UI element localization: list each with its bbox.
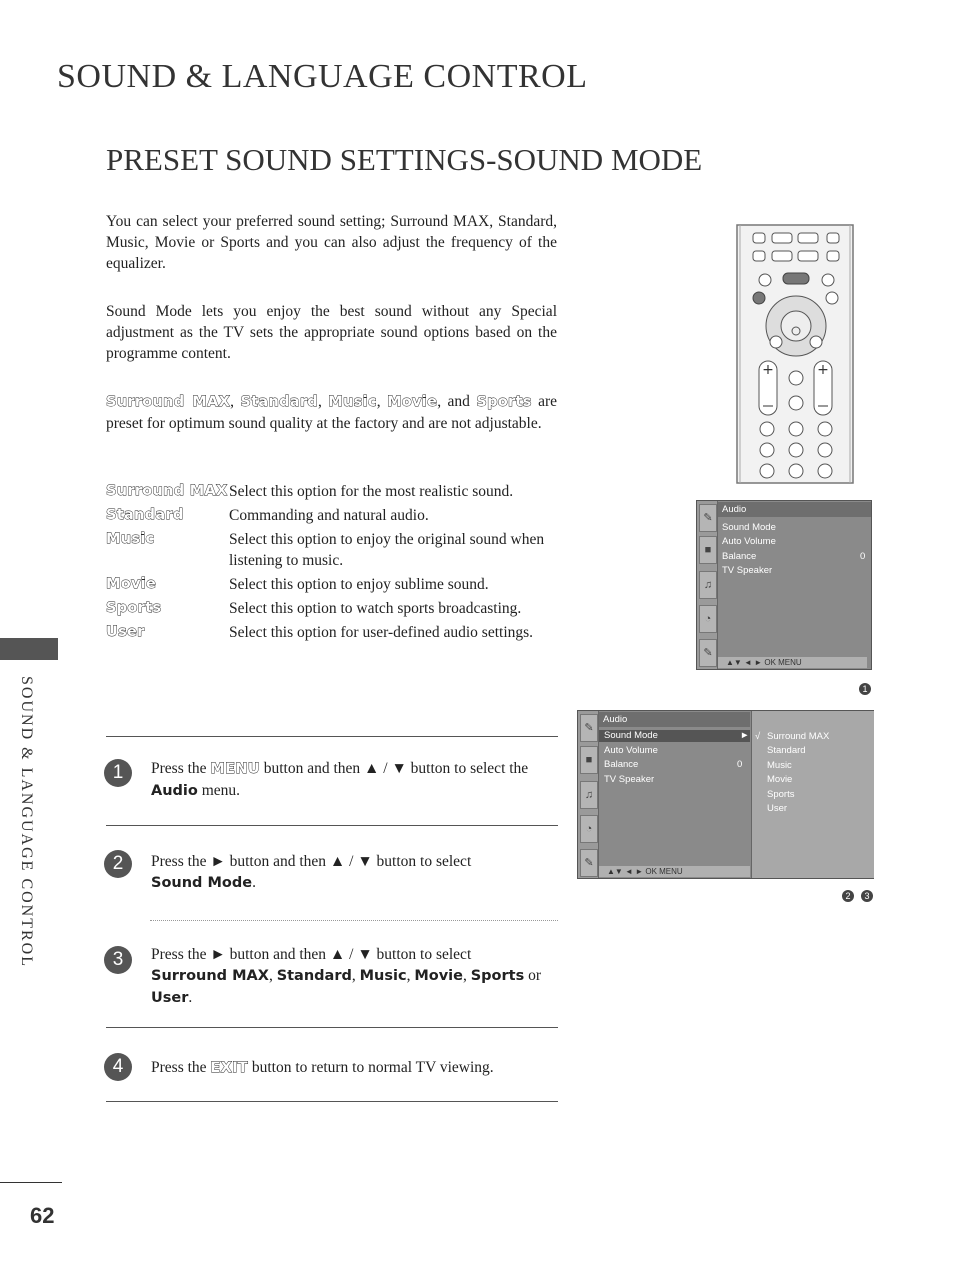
step-text-part: button to return to normal TV viewing. [251,1059,494,1076]
sound-mode-key: Sound Mode [151,875,253,891]
option-sports[interactable]: Sports [767,789,795,800]
menu-item-auto-volume[interactable]: Auto Volume [722,536,776,547]
term-sports: Sports [476,394,532,410]
step-badge-2: 2 [842,890,854,902]
term-standard: Standard [240,394,318,410]
menu-footer-hints: ▲▼ ◄ ► OK MENU [599,866,750,877]
clock-icon: ◔ [699,605,717,633]
section-title: SOUND & LANGUAGE CONTROL [57,58,588,95]
option-standard[interactable]: Standard [767,745,806,756]
option-key: Sports [470,968,525,984]
step-number-2: 2 [104,850,132,878]
option-key: Music [359,968,407,984]
menu-item-tv-speaker[interactable]: TV Speaker [604,774,655,785]
menu-header: Audio [718,502,871,517]
step-number-3: 3 [104,946,132,974]
page-number: 62 [30,1203,55,1228]
mode-term: Standard [106,507,184,523]
side-tab-marker [0,638,58,660]
mode-desc: Select this option for user-defined audio settings. [229,624,534,641]
page-title: PRESET SOUND SETTINGS-SOUND MODE [106,142,703,177]
step-text-part: button and then ▲ / ▼ button to select the [263,760,529,777]
step-text-part: menu. [201,782,241,799]
mode-desc: Commanding and natural audio. [229,507,429,524]
exit-key: EXIT [210,1060,248,1076]
menu-icon-column [697,501,718,669]
divider [106,1027,558,1028]
step-badge-1: 1 [859,683,871,695]
svg-text:+: + [817,362,829,378]
and-word: and [447,393,470,410]
mode-desc: Select this option to enjoy the original sound when listening to music. [229,531,545,569]
option-key: Standard [276,968,352,984]
menu-item-balance[interactable]: Balance [722,551,757,562]
step-text-part: Press the ► button and then ▲ / ▼ button to select [151,946,472,963]
step-text-3: Press the ► button and then ▲ / ▼ button to select Surround MAX, Standard, Music, Movie, Sports or User. [151,946,542,1006]
step-text-2 [151,851,551,894]
mode-term: Surround MAX [106,483,228,499]
term-music: Music [328,394,377,410]
mode-term: Sports [106,600,162,616]
term-surround-max: Surround MAX [106,394,231,410]
intro-paragraph-1: You can select your preferred sound setting; Surround MAX, Standard, Music, Movie or Sports and you can also adjust the frequency of the equalizer. [106,213,557,272]
svg-text:+: + [762,362,774,378]
option-key: Surround MAX [151,968,269,984]
option-key: User [151,990,189,1006]
step-number-1: 1 [104,759,132,787]
step-text-part: Press the [151,1059,207,1076]
option-movie[interactable]: Movie [767,774,793,785]
picture-icon: ■ [699,536,717,564]
submenu-panel [751,711,874,878]
mode-term: Music [106,531,155,547]
step-text-1 [151,758,551,802]
step-text-part: or [528,967,542,984]
menu-item-auto-volume[interactable]: Auto Volume [604,745,658,756]
audio-key: Audio [151,783,198,799]
option-surround-max[interactable]: Surround MAX [767,731,830,742]
intro-paragraph-3-rest: are preset for optimum sound quality at the factory and are not adjustable. [106,393,558,432]
menu-item-balance[interactable]: Balance [604,759,639,770]
clock-icon: ◔ [580,815,598,843]
mode-desc: Select this option for the most realistic sound. [229,483,514,500]
option-key: Movie [414,968,463,984]
intro-paragraph-3: Surround MAX, Standard, Music, Movie, and Sports are preset for optimum sound quality at the factory and are not adjustable. [106,393,558,432]
balance-value: 0 [860,551,866,562]
satellite-icon: ✎ [580,714,598,742]
step-number-4: 4 [104,1053,132,1081]
option-music[interactable]: Music [767,760,792,771]
page-number-rule [0,1182,62,1183]
check-icon: √ [755,731,761,742]
speaker-icon: ♫ [580,781,598,809]
step-text-part: Press the ► button and then ▲ / ▼ button to select [151,853,472,870]
menu-footer-hints: ▲▼ ◄ ► OK MENU [718,657,867,668]
audio-menu-screen-2 [577,710,874,879]
divider [106,825,558,826]
divider [106,1101,558,1102]
mode-desc: Select this option to enjoy sublime sound. [229,576,489,593]
mode-term: User [106,624,145,640]
menu-icon-column [578,711,599,878]
dotted-divider [150,920,558,921]
audio-menu-screen-1 [696,500,872,670]
satellite-icon: ✎ [699,504,717,532]
remote-control-illustration [736,224,854,484]
step-badge-3: 3 [861,890,873,902]
mode-term: Movie [106,576,157,592]
tools-icon: ✎ [580,849,598,877]
menu-key: MENU [210,761,260,777]
step-text-part: Press the [151,760,207,777]
side-label: SOUND & LANGUAGE CONTROL [18,676,35,968]
mode-desc: Select this option to watch sports broadcasting. [229,600,522,617]
intro-paragraph-2: Sound Mode lets you enjoy the best sound without any Special adjustment as the TV sets the appropriate sound options based on the programme content. [106,303,557,362]
tools-icon: ✎ [699,639,717,667]
menu-item-tv-speaker[interactable]: TV Speaker [722,565,773,576]
menu-header: Audio [599,712,750,727]
step-text-part: . [252,874,256,891]
term-movie: Movie [387,394,438,410]
option-user[interactable]: User [767,803,788,814]
picture-icon: ■ [580,746,598,774]
arrow-right-icon: ► [740,730,750,741]
speaker-icon: ♫ [699,571,717,599]
step-text-4 [151,1057,551,1079]
step-text-part: . [188,989,193,1006]
divider [106,736,558,737]
menu-item-sound-mode[interactable]: Sound Mode [722,522,776,533]
menu-item-sound-mode[interactable]: Sound Mode [604,730,658,741]
balance-value: 0 [737,759,743,770]
